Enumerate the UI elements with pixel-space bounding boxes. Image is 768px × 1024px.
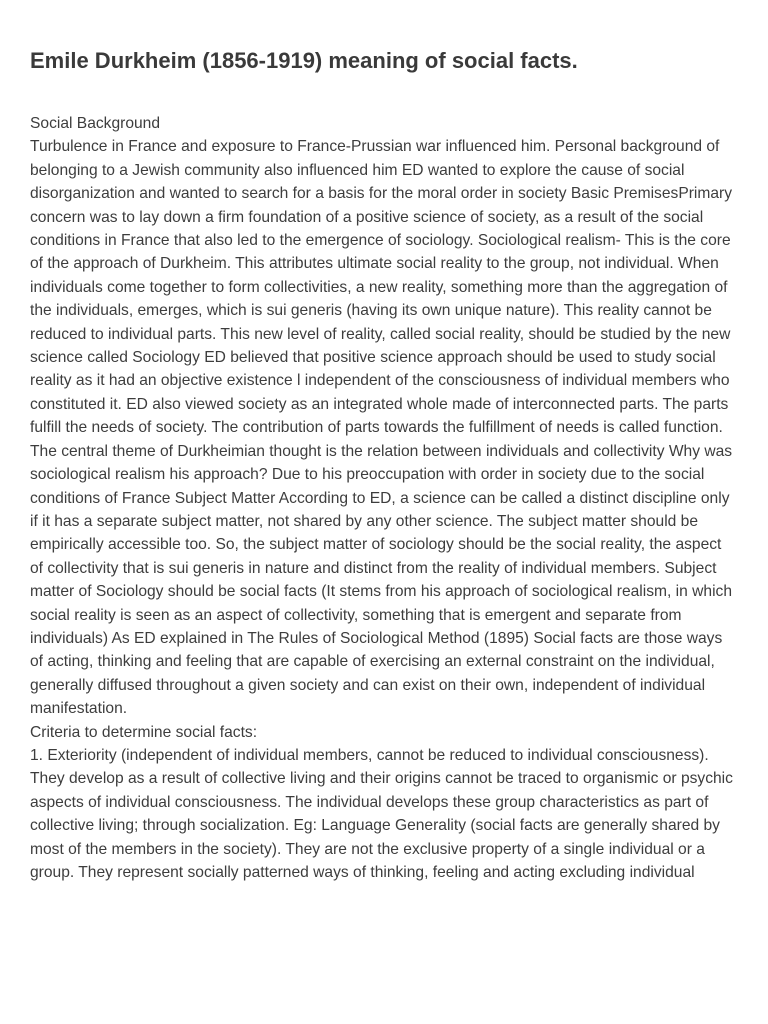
section-heading-social-background: Social Background (30, 115, 161, 132)
document-body (30, 112, 738, 884)
body-paragraph: Turbulence in France and exposure to France-Prussian war influenced him. Personal background of belonging to a Jewish community also influenced him ED wanted to explore the cause of social disorganization and wanted to search for a basis for the moral order in society Basic PremisesPrimary concern was to lay down a firm foundation of a positive science of society, as a result of the social conditions in France that also led to the emergence of sociology. Sociological realism- This is the core of the approach of Durkheim. This attributes ultimate social reality to the group, not individual. When individuals come together to form collectivities, a new reality, something more than the aggregation of the individuals, emerges, which is sui generis (having its own unique nature). This reality cannot be reduced to individual parts. This new level of reality, called social reality, should be studied by the new science called Sociology ED believed that positive science approach should be used to study social reality as it had an objective existence l independent of the consciousness of individual members who constituted it. ED also viewed society as an integrated whole made of interconnected parts. The parts fulfill the needs of society. The contribution of parts towards the fulfillment of needs is called function. The central theme of Durkheimian thought is the relation between individuals and collectivity Why was sociological realism his approach? Due to his preoccupation with order in society due to the social conditions of France Subject Matter According to ED, a science can be called a distinct discipline only if it has a separate subject matter, not shared by any other science. The subject matter should be empirically accessible too. So, the subject matter of sociology should be the social reality, the aspect of collectivity that is sui generis in nature and distinct from the reality of individual members. Subject matter of Sociology should be social facts (It stems from his approach of sociological realism, in which social reality is seen as an aspect of collectivity, something that is emergent and separate from individuals) As ED explained in The Rules of Sociological Method (1895) Social facts are those ways of acting, thinking and feeling that are capable of exercising an external constraint on the individual, generally diffused throughout a given society and can exist on their own, independent of individual manifestation. (30, 138, 733, 718)
document-title: Emile Durkheim (1856-1919) meaning of social facts. (30, 48, 578, 73)
body-paragraph-criteria: 1. Exteriority (independent of individual members, cannot be reduced to individual consciousness). They develop as a result of collective living and their origins cannot be traced to organismic or psychic aspects of individual consciousness. The individual develops these group characteristics as part of collective living; through socialization. Eg: Language Generality (social facts are generally shared by most of the members in the society). They are not the exclusive property of a single individual or a group. They represent socially patterned ways of thinking, feeling and acting excluding individual (30, 746, 733, 881)
section-heading-criteria: Criteria to determine social facts: (30, 723, 258, 741)
